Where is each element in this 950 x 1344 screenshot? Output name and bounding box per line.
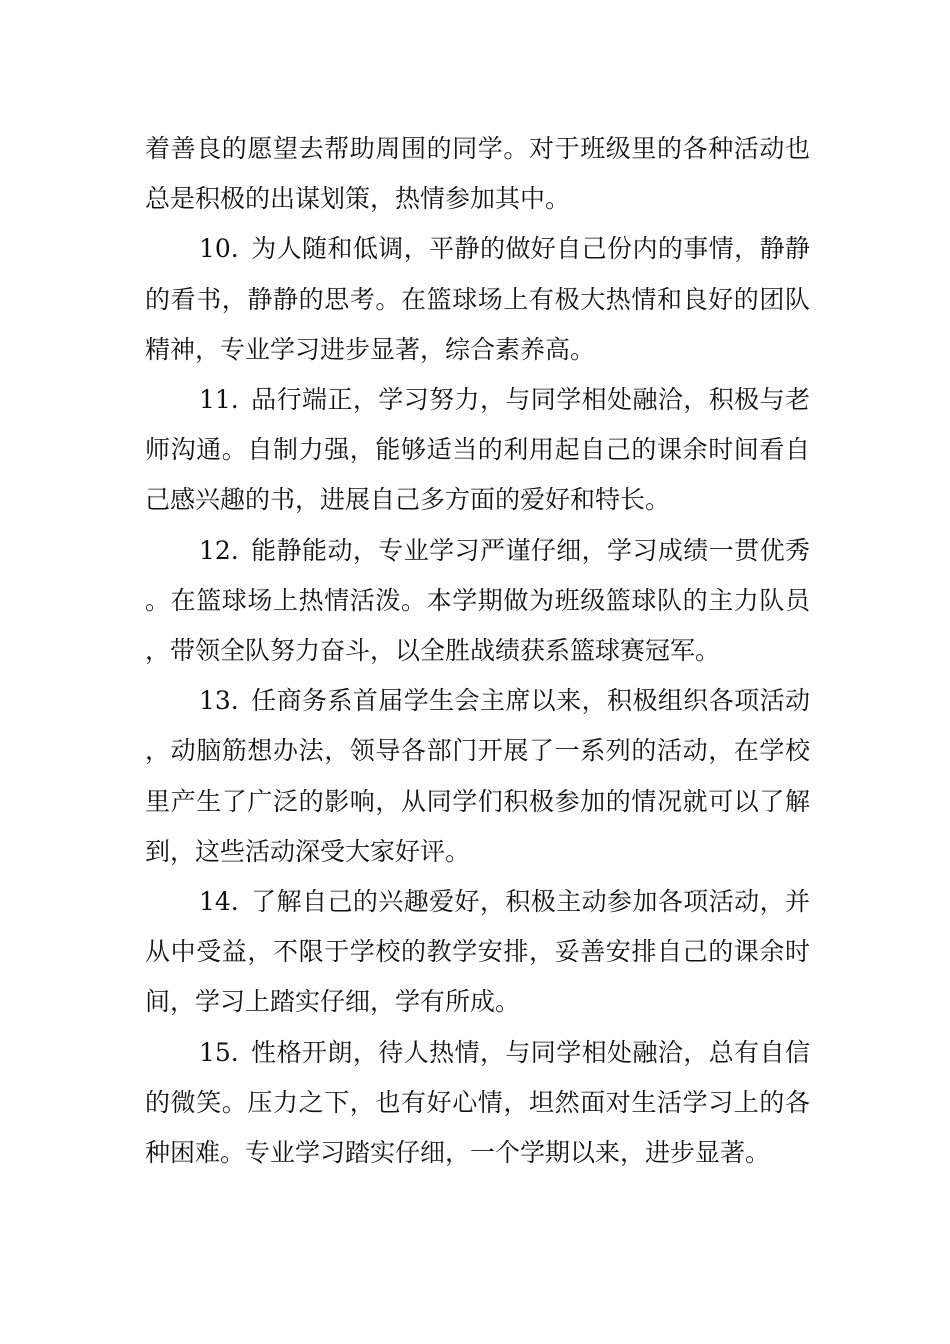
item-number: 13. [199,686,239,716]
item-paragraph-14 [145,877,810,1028]
item-text: 了解自己的兴趣爱好，积极主动参加各项活动，并从中受益，不限于学校的教学安排，妥善安排自己的课余时间，学习上踏实仔细，学有所成。 [145,887,810,1017]
document-body [145,124,810,1178]
item-number: 15. [199,1037,239,1067]
item-number: 11. [199,385,239,415]
item-paragraph-11 [145,375,810,526]
item-paragraph-10 [145,224,810,375]
continuation-paragraph: 着善良的愿望去帮助周围的同学。对于班级里的各种活动也总是积极的出谋划策，热情参加其中。 [145,134,810,214]
item-text: 任商务系首届学生会主席以来，积极组织各项活动，动脑筋想办法，领导各部门开展了一系列的活动，在学校里产生了广泛的影响，从同学们积极参加的情况就可以了解到，这些活动深受大家好评。 [145,686,810,866]
item-paragraph-13 [145,676,810,877]
item-text: 性格开朗，待人热情，与同学相处融洽，总有自信的微笑。压力之下，也有好心情，坦然面对生活学习上的各种困难。专业学习踏实仔细，一个学期以来，进步显著。 [145,1037,810,1168]
item-text: 品行端正，学习努力，与同学相处融洽，积极与老师沟通。自制力强，能够适当的利用起自己的课余时间看自己感兴趣的书，进展自己多方面的爱好和特长。 [145,385,810,515]
item-number: 14. [199,887,239,917]
item-paragraph-15 [145,1028,810,1179]
item-number: 12. [199,535,239,565]
item-text: 能静能动，专业学习严谨仔细，学习成绩一贯优秀。在篮球场上热情活泼。本学期做为班级篮球队的主力队员，带领全队努力奋斗，以全胜战绩获系篮球赛冠军。 [145,535,810,666]
item-paragraph-12 [145,526,810,677]
item-number: 10. [199,234,239,264]
item-text: 为人随和低调，平静的做好自己份内的事情，静静的看书，静静的思考。在篮球场上有极大热情和良好的团队精神，专业学习进步显著，综合素养高。 [145,234,810,364]
